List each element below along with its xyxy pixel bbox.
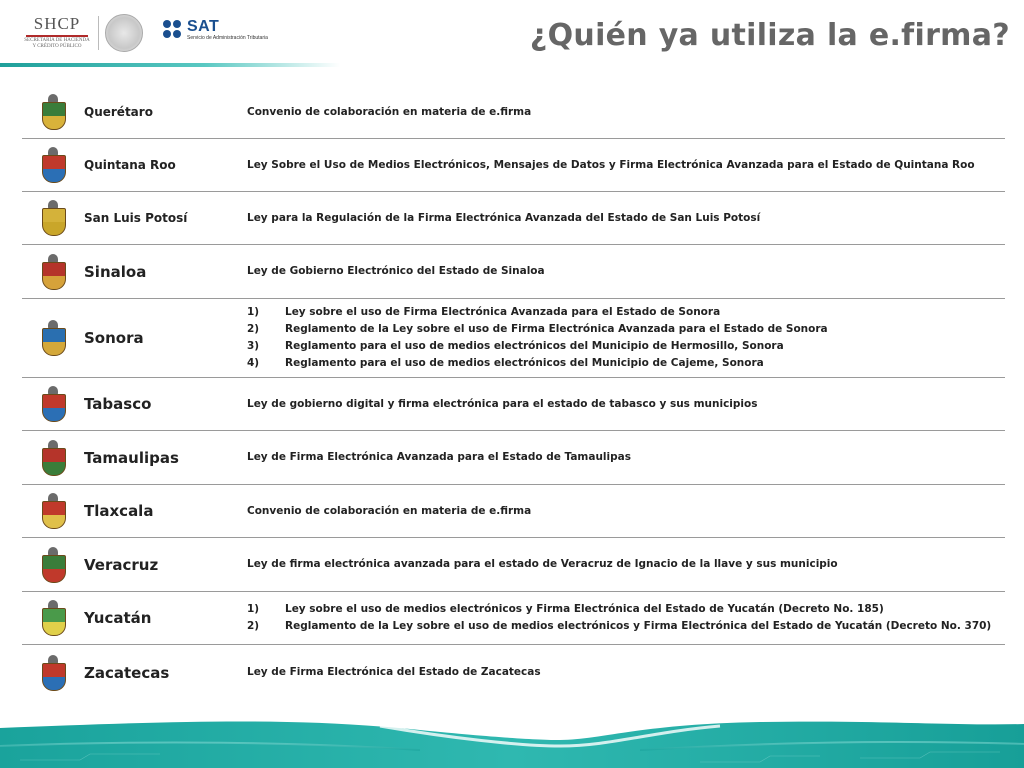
state-shield-cell [22,493,84,529]
law-list [247,396,1005,413]
law-item [247,104,1005,121]
state-row [22,538,1005,592]
sat-logo-subtitle: Servicio de Administración Tributaria [187,35,268,41]
law-text: Convenio de colaboración en materia de e.firma [247,105,532,118]
law-text: Ley Sobre el Uso de Medios Electrónicos, Mensajes de Datos y Firma Electrónica Avanzada para el Estado de Quintana Roo [247,158,975,171]
quintana-roo-coat-of-arms-icon [39,147,67,183]
law-text: Reglamento de la Ley sobre el uso de Firma Electrónica Avanzada para el Estado de Sonora [285,323,828,335]
state-row [22,485,1005,538]
law-item [247,263,1005,280]
state-row [22,192,1005,245]
state-shield-cell [22,320,84,356]
state-name: San Luis Potosí [84,211,188,225]
law-item [247,355,1005,372]
shcp-logo-subtitle-2: Y CRÉDITO PÚBLICO [32,44,82,49]
law-number: 2) [247,323,260,335]
law-list [247,556,1005,573]
state-row [22,645,1005,700]
state-name: Sonora [84,329,144,347]
state-name: Veracruz [84,555,159,574]
law-number: 4) [247,357,260,369]
sat-dots-icon [163,20,183,40]
tlaxcala-coat-of-arms-icon [39,493,67,529]
law-item [247,503,1005,520]
state-shield-cell [22,547,84,583]
state-row [22,139,1005,192]
state-name: Tabasco [84,395,152,413]
law-text: Ley de Firma Electrónica Avanzada para el Estado de Tamaulipas [247,451,631,463]
law-list [247,601,1005,635]
state-row [22,592,1005,645]
law-text: Reglamento para el uso de medios electrónicos del Municipio de Hermosillo, Sonora [285,340,784,352]
state-shield-cell [22,600,84,636]
mexico-seal-icon [105,14,143,52]
shcp-logo-rule [26,35,88,37]
sonora-coat-of-arms-icon [39,320,67,356]
state-shield-cell [22,200,84,236]
san-luis-potosi-coat-of-arms-icon [39,200,67,236]
law-list [247,210,1005,227]
queretaro-coat-of-arms-icon [39,94,67,130]
law-number: 3) [247,340,260,352]
law-list [247,304,1005,372]
law-list [247,157,1005,174]
zacatecas-coat-of-arms-icon [39,655,67,691]
slide-header [0,0,1024,68]
state-row [22,378,1005,431]
law-item [247,157,1005,174]
law-text: Ley para la Regulación de la Firma Electrónica Avanzada del Estado de San Luis Potosí [247,211,761,224]
law-text: Reglamento de la Ley sobre el uso de medios electrónicos y Firma Electrónica del Estado de Yucatán (Decreto No. 370) [285,620,992,632]
state-row [22,299,1005,378]
law-list [247,263,1005,280]
state-shield-cell [22,440,84,476]
sinaloa-coat-of-arms-icon [39,254,67,290]
law-list [247,449,1005,466]
state-name: Quintana Roo [84,158,176,172]
law-list [247,503,1005,520]
state-shield-cell [22,655,84,691]
law-item [247,304,1005,321]
shcp-logo-subtitle-1: SECRETARÍA DE HACIENDA [24,38,90,43]
law-item [247,601,1005,618]
law-text: Ley de Gobierno Electrónico del Estado de Sinaloa [247,265,545,277]
veracruz-coat-of-arms-icon [39,547,67,583]
law-item [247,321,1005,338]
law-item [247,618,1005,635]
footer-wave-graphic [0,716,1024,768]
law-text: Reglamento para el uso de medios electrónicos del Municipio de Cajeme, Sonora [285,357,764,369]
yucatan-coat-of-arms-icon [39,600,67,636]
law-item [247,338,1005,355]
law-list [247,664,1005,681]
logo-divider [98,16,99,50]
sat-logo-title: SAT [187,18,220,35]
law-text: Ley de gobierno digital y firma electrónica para el estado de tabasco y sus municipios [247,397,758,410]
tamaulipas-coat-of-arms-icon [39,440,67,476]
law-text: Ley de Firma Electrónica del Estado de Zacatecas [247,666,541,678]
page-title: ¿Quién ya utiliza la e.firma? [529,18,1010,53]
state-name: Zacatecas [84,663,170,682]
shcp-logo-title: SHCP [33,14,81,33]
state-name: Sinaloa [84,262,147,281]
state-shield-cell [22,147,84,183]
state-shield-cell [22,94,84,130]
footer-decoration [0,716,1024,768]
law-item [247,449,1005,466]
state-row [22,86,1005,139]
states-table [22,86,1005,700]
law-number: 1) [247,603,260,615]
law-number: 2) [247,620,260,632]
law-text: Convenio de colaboración en materia de e.firma [247,504,532,517]
law-item [247,210,1005,227]
law-item [247,396,1005,413]
law-item [247,664,1005,681]
law-text: Ley de firma electrónica avanzada para el estado de Veracruz de Ignacio de la llave y sus municipio [247,558,838,570]
state-name: Querétaro [84,105,153,119]
law-item [247,556,1005,573]
state-name: Tamaulipas [84,448,179,467]
state-name: Tlaxcala [84,502,154,520]
law-text: Ley sobre el uso de Firma Electrónica Avanzada para el Estado de Sonora [285,306,721,318]
law-text: Ley sobre el uso de medios electrónicos y Firma Electrónica del Estado de Yucatán (Decreto No. 185) [285,603,884,615]
state-row [22,431,1005,485]
tabasco-coat-of-arms-icon [39,386,67,422]
header-accent-band [0,63,340,67]
state-row [22,245,1005,299]
law-list [247,104,1005,121]
state-name: Yucatán [84,609,152,627]
state-shield-cell [22,386,84,422]
shcp-logo [22,14,92,50]
state-shield-cell [22,254,84,290]
law-number: 1) [247,306,260,318]
